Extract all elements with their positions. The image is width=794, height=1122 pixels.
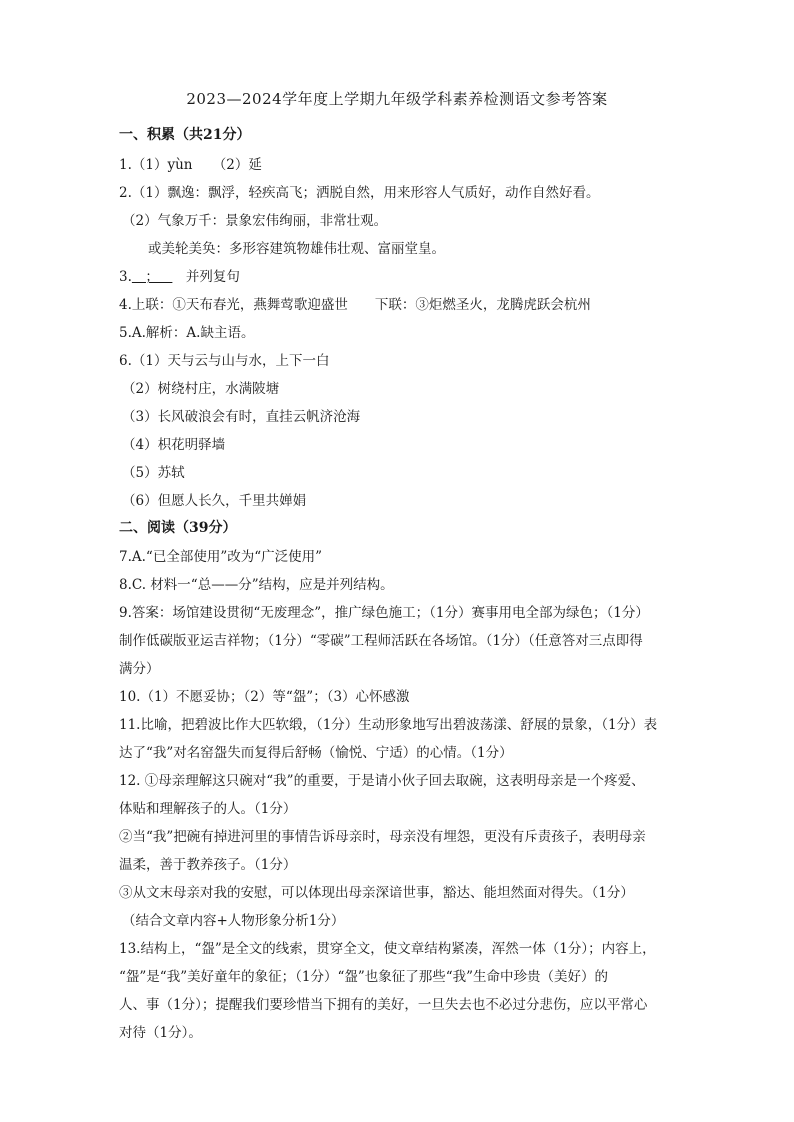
answer-line: 达了“我”对名窑盌失而复得后舒畅（愉悦、宁适）的心情。（1分） <box>119 745 513 761</box>
answer-line: 8.C. 材料一“总——分”结构，应是并列结构。 <box>119 577 394 593</box>
answer-line: ③从文末母亲对我的安慰，可以体现出母亲深谙世事，豁达、能坦然面对得失。（1分） <box>119 885 634 901</box>
answer-line: 10.（1）不愿妥协；（2）等“盌”；（3）心怀感激 <box>119 689 410 705</box>
section-heading: 二、阅读（39分） <box>119 520 237 536</box>
answer-line: （2）树绕村庄，水满陂塘 <box>122 381 280 397</box>
answer-line <box>119 265 240 285</box>
answer-line: 对待（1分）。 <box>119 1025 202 1041</box>
answer-line: 6.（1）天与云与山与水，上下一白 <box>119 353 330 369</box>
answer-line: 人、事（1分）；提醒我们要珍惜当下拥有的美好，一旦失去也不必过分悲伤，应以平常心 <box>119 997 648 1013</box>
underlined-answer: ； <box>131 269 173 285</box>
answer-line: 2.（1）飘逸：飘浮，轻疾高飞；洒脱自然，用来形容人气质好，动作自然好看。 <box>119 185 600 201</box>
answer-line: 温柔，善于教养孩子。（1分） <box>119 857 297 873</box>
answer-line: （4）枳花明驿墙 <box>122 437 226 453</box>
answer-line: 制作低碳版亚运吉祥物；（1分）“零碳”工程师活跃在各场馆。（1分）（任意答对三点即得 <box>119 633 643 649</box>
answer-number: 3. <box>119 269 132 285</box>
answer-line: 9.答案：场馆建设贯彻“无废理念”，推广绿色施工；（1分）赛事用电全部为绿色；（1分） <box>119 605 649 621</box>
answer-line: ②当“我”把碗有掉进河里的事情告诉母亲时，母亲没有埋怨，更没有斥责孩子，表明母亲 <box>119 829 646 845</box>
answer-line: （2）气象万千：景象宏伟绚丽，非常壮观。 <box>122 213 388 229</box>
answer-line: （3）长风破浪会有时，直挂云帆济沧海 <box>122 409 361 425</box>
page-title: 2023—2024学年度上学期九年级学科素养检测语文参考答案 <box>186 90 608 108</box>
answer-line: 4.上联：①天布春光，燕舞莺歌迎盛世 下联：③炬燃圣火，龙腾虎跃会杭州 <box>119 297 591 313</box>
answer-line: 12. ①母亲理解这只碗对“我”的重要，于是请小伙子回去取碗，这表明母亲是一个疼爱、 <box>119 773 645 789</box>
answer-line: （结合文章内容+人物形象分析1分） <box>122 913 345 929</box>
answer-line: （6）但愿人长久，千里共婵娟 <box>122 493 307 509</box>
answer-line: “盌”是“我”美好童年的象征；（1分）“盌”也象征了那些“我”生命中珍贵（美好）的 <box>119 969 609 985</box>
answer-line: 11.比喻，把碧波比作大匹软缎，（1分）生动形象地写出碧波荡漾、舒展的景象，（1分）表 <box>119 717 658 733</box>
answer-line: 或美轮美奂：多形容建筑物雄伟壮观、富丽堂皇。 <box>148 241 445 257</box>
answer-line: 1.（1）yùn （2）延 <box>119 157 262 173</box>
answer-line: 满分） <box>119 661 160 677</box>
answer-line: 7.A.“已全部使用”改为“广泛使用” <box>119 549 323 565</box>
answer-line: 5.A.解析：A.缺主语。 <box>119 325 255 341</box>
answer-line: （5）苏轼 <box>122 465 185 481</box>
answer-line: 13.结构上，“盌”是全文的线索，贯穿全文，使文章结构紧凑，浑然一体（1分）；内容上， <box>119 941 656 957</box>
answer-text: 并列复句 <box>172 269 240 285</box>
section-heading: 一、积累（共21分） <box>119 127 251 143</box>
answer-line: 体贴和理解孩子的人。（1分） <box>119 801 297 817</box>
